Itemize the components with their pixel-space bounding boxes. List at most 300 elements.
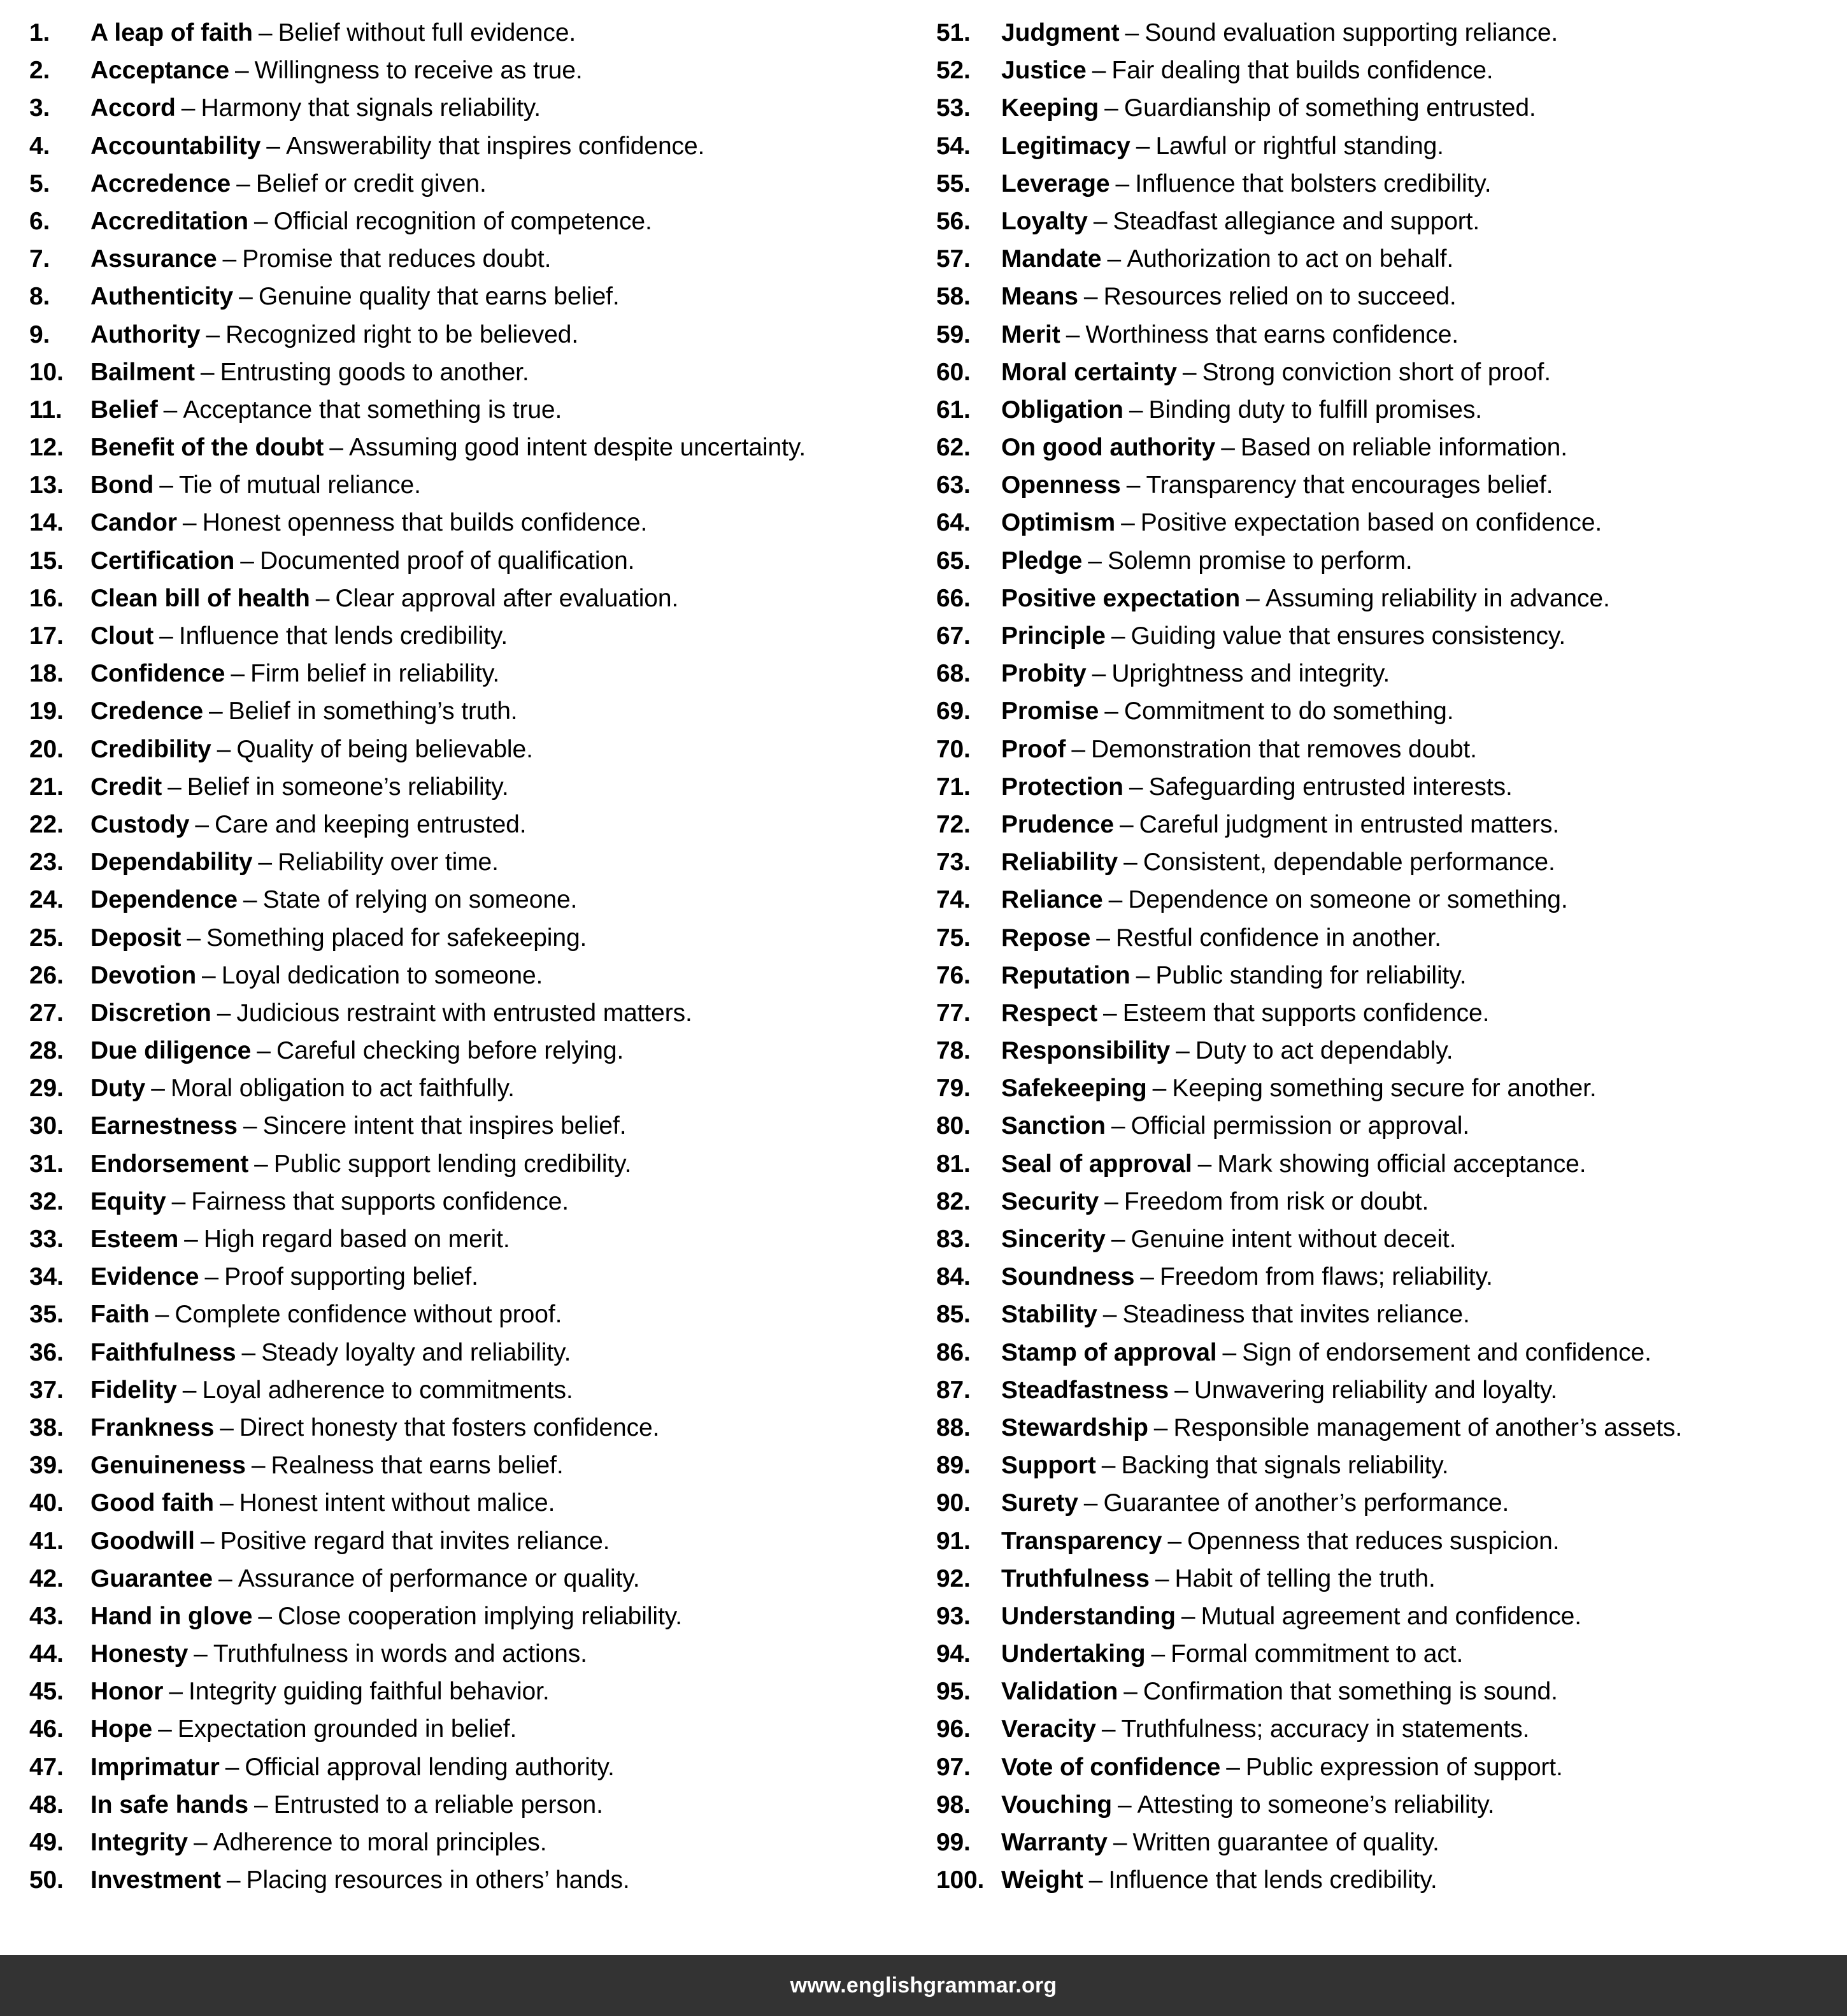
list-item bbox=[936, 391, 1841, 429]
list-item-number: 52. bbox=[936, 57, 971, 85]
list-item bbox=[29, 1786, 917, 1824]
list-item bbox=[936, 881, 1841, 919]
list-item-separator: – bbox=[1108, 886, 1123, 914]
list-item-definition: Confirmation that something is sound. bbox=[1143, 1678, 1558, 1706]
list-item bbox=[29, 580, 917, 617]
list-item bbox=[29, 429, 917, 466]
list-item-separator: – bbox=[193, 1829, 208, 1856]
list-item-definition: Direct honesty that fosters confidence. bbox=[239, 1413, 660, 1441]
list-item-separator: – bbox=[315, 584, 330, 612]
list-item-number: 19. bbox=[29, 697, 64, 726]
list-item-number: 57. bbox=[936, 245, 971, 273]
list-item bbox=[936, 504, 1841, 541]
list-item-definition: Firm belief in reliability. bbox=[250, 660, 500, 688]
list-item-definition: Assuming reliability in advance. bbox=[1265, 584, 1610, 612]
list-item-definition: Complete confidence without proof. bbox=[175, 1301, 562, 1329]
list-item-separator: – bbox=[1088, 1866, 1103, 1894]
list-item-term: Imprimatur bbox=[90, 1753, 220, 1781]
list-item bbox=[936, 806, 1841, 843]
list-item bbox=[29, 881, 917, 919]
list-item-term: Warranty bbox=[1001, 1829, 1108, 1856]
list-item-separator: – bbox=[243, 1112, 257, 1140]
list-item bbox=[29, 768, 917, 806]
list-item-separator: – bbox=[1126, 471, 1141, 499]
list-item-separator: – bbox=[1104, 1187, 1118, 1215]
list-item-number: 27. bbox=[29, 999, 64, 1027]
list-item-separator: – bbox=[1088, 547, 1102, 575]
list-item-term: Stamp of approval bbox=[1001, 1338, 1217, 1366]
list-item bbox=[29, 542, 917, 580]
list-item-number: 33. bbox=[29, 1226, 64, 1253]
list-item-definition: Close cooperation implying reliability. bbox=[278, 1602, 682, 1630]
list-item-definition: Assuming good intent despite uncertainty. bbox=[348, 434, 806, 462]
list-item bbox=[936, 354, 1841, 391]
list-item-number: 89. bbox=[936, 1452, 971, 1480]
list-item-separator: – bbox=[200, 1527, 215, 1555]
list-item-definition: Steadfast allegiance and support. bbox=[1113, 207, 1480, 235]
list-item-separator: – bbox=[1096, 924, 1110, 952]
list-item-separator: – bbox=[258, 1602, 273, 1630]
list-item-separator: – bbox=[194, 1640, 208, 1668]
list-item-term: Candor bbox=[90, 509, 177, 537]
list-item-number: 4. bbox=[29, 132, 50, 160]
list-item-definition: Safeguarding entrusted interests. bbox=[1148, 773, 1513, 801]
list-item-term: Devotion bbox=[90, 961, 197, 989]
list-item-separator: – bbox=[182, 509, 197, 537]
list-item bbox=[29, 127, 917, 165]
list-item-number: 55. bbox=[936, 169, 971, 197]
list-item bbox=[29, 1635, 917, 1673]
list-item bbox=[936, 316, 1841, 354]
list-item-number: 29. bbox=[29, 1075, 64, 1103]
list-item-term: Authority bbox=[90, 320, 201, 348]
list-item-number: 45. bbox=[29, 1678, 64, 1706]
list-item-separator: – bbox=[204, 1263, 219, 1291]
list-item-separator: – bbox=[225, 1753, 239, 1781]
list-item-number: 24. bbox=[29, 886, 64, 914]
list-item-definition: Loyal adherence to commitments. bbox=[202, 1376, 573, 1404]
list-item-term: Goodwill bbox=[90, 1527, 195, 1555]
list-item bbox=[936, 278, 1841, 315]
list-item-separator: – bbox=[1121, 509, 1135, 537]
list-item-number: 32. bbox=[29, 1187, 64, 1215]
list-item-number: 3. bbox=[29, 94, 50, 122]
list-item-term: Honesty bbox=[90, 1640, 189, 1668]
list-item bbox=[29, 1145, 917, 1183]
list-item-separator: – bbox=[1226, 1753, 1240, 1781]
list-item bbox=[29, 1522, 917, 1560]
list-item-term: Validation bbox=[1001, 1678, 1118, 1706]
list-item-term: Stewardship bbox=[1001, 1413, 1148, 1441]
list-item-term: Bailment bbox=[90, 358, 195, 386]
list-item-term: Transparency bbox=[1001, 1527, 1162, 1555]
list-item-definition: Clear approval after evaluation. bbox=[335, 584, 679, 612]
list-item-term: Credence bbox=[90, 697, 203, 726]
list-item-separator: – bbox=[1083, 283, 1098, 311]
list-item-term: Vouching bbox=[1001, 1791, 1112, 1819]
list-item-term: Leverage bbox=[1001, 169, 1110, 197]
list-item-separator: – bbox=[241, 1338, 256, 1366]
list-item-number: 84. bbox=[936, 1263, 971, 1291]
list-item bbox=[936, 1258, 1841, 1296]
list-item-definition: Influence that lends credibility. bbox=[1108, 1866, 1437, 1894]
list-item bbox=[29, 1069, 917, 1107]
list-item-term: Dependence bbox=[90, 886, 238, 914]
list-item-separator: – bbox=[1125, 19, 1139, 46]
list-item-term: A leap of faith bbox=[90, 19, 253, 46]
list-item-number: 90. bbox=[936, 1489, 971, 1517]
list-item-definition: Commitment to do something. bbox=[1123, 697, 1454, 726]
list-item-definition: Binding duty to fulfill promises. bbox=[1148, 396, 1482, 424]
list-item bbox=[29, 1673, 917, 1710]
list-item-separator: – bbox=[1182, 358, 1197, 386]
list-item bbox=[29, 692, 917, 730]
list-item-definition: Consistent, dependable performance. bbox=[1143, 848, 1555, 876]
list-item-definition: Habit of telling the truth. bbox=[1174, 1564, 1436, 1592]
list-item-number: 23. bbox=[29, 848, 64, 876]
list-item-definition: Official approval lending authority. bbox=[245, 1753, 615, 1781]
list-item-separator: – bbox=[1129, 396, 1143, 424]
list-item-separator: – bbox=[1155, 1564, 1169, 1592]
list-item-term: Undertaking bbox=[1001, 1640, 1146, 1668]
list-item-term: Bond bbox=[90, 471, 154, 499]
list-item-definition: Resources relied on to succeed. bbox=[1103, 283, 1457, 311]
list-item-number: 65. bbox=[936, 547, 971, 575]
list-item bbox=[29, 1447, 917, 1484]
list-item-separator: – bbox=[1101, 1452, 1116, 1480]
list-item-separator: – bbox=[1123, 848, 1137, 876]
list-item bbox=[936, 580, 1841, 617]
list-item-definition: Belief in something’s truth. bbox=[228, 697, 518, 726]
list-item-term: Discretion bbox=[90, 999, 211, 1027]
list-item-term: Security bbox=[1001, 1187, 1099, 1215]
list-item-definition: Worthiness that earns confidence. bbox=[1085, 320, 1459, 348]
list-item-term: Respect bbox=[1001, 999, 1098, 1027]
list-item-separator: – bbox=[1140, 1263, 1154, 1291]
list-item bbox=[29, 240, 917, 278]
list-item bbox=[936, 1107, 1841, 1145]
left-column bbox=[0, 14, 924, 1955]
list-item-number: 25. bbox=[29, 924, 64, 952]
list-item bbox=[29, 1220, 917, 1258]
list-item-term: Sincerity bbox=[1001, 1226, 1106, 1253]
list-item-separator: – bbox=[1246, 584, 1260, 612]
list-item bbox=[29, 52, 917, 89]
list-item-term: Genuineness bbox=[90, 1452, 246, 1480]
list-item-term: Surety bbox=[1001, 1489, 1078, 1517]
list-item-term: Belief bbox=[90, 396, 158, 424]
list-item-number: 98. bbox=[936, 1791, 971, 1819]
list-item bbox=[936, 165, 1841, 203]
list-item-number: 58. bbox=[936, 283, 971, 311]
list-item-number: 12. bbox=[29, 434, 64, 462]
list-item bbox=[936, 1069, 1841, 1107]
list-item bbox=[29, 1560, 917, 1598]
list-item-number: 95. bbox=[936, 1678, 971, 1706]
list-item-definition: Care and keeping entrusted. bbox=[215, 810, 527, 838]
list-item-term: Weight bbox=[1001, 1866, 1083, 1894]
list-item bbox=[29, 504, 917, 541]
list-item bbox=[29, 1032, 917, 1069]
list-item-separator: – bbox=[1221, 434, 1235, 462]
list-item bbox=[936, 768, 1841, 806]
list-item bbox=[29, 1598, 917, 1635]
list-item-number: 36. bbox=[29, 1338, 64, 1366]
list-item-number: 39. bbox=[29, 1452, 64, 1480]
list-item-definition: Guiding value that ensures consistency. bbox=[1130, 622, 1566, 650]
list-item-separator: – bbox=[226, 1866, 241, 1894]
list-item-separator: – bbox=[200, 358, 215, 386]
list-item-number: 56. bbox=[936, 207, 971, 235]
list-item bbox=[29, 316, 917, 354]
list-item-separator: – bbox=[1102, 1301, 1117, 1329]
list-item-term: In safe hands bbox=[90, 1791, 248, 1819]
list-item-number: 9. bbox=[29, 320, 50, 348]
list-item-definition: Lawful or rightful standing. bbox=[1155, 132, 1444, 160]
list-item-term: Obligation bbox=[1001, 396, 1123, 424]
list-item bbox=[936, 1183, 1841, 1220]
list-item bbox=[29, 843, 917, 881]
list-item-term: Evidence bbox=[90, 1263, 199, 1291]
list-item-separator: – bbox=[329, 434, 343, 462]
list-item-separator: – bbox=[181, 94, 196, 122]
list-item-term: Accredence bbox=[90, 169, 231, 197]
list-item-number: 11. bbox=[29, 396, 62, 424]
list-item-separator: – bbox=[1103, 999, 1117, 1027]
list-item bbox=[936, 1522, 1841, 1560]
list-item-term: Soundness bbox=[1001, 1263, 1135, 1291]
list-item-definition: Unwavering reliability and loyalty. bbox=[1194, 1376, 1558, 1404]
list-item-number: 51. bbox=[936, 19, 971, 46]
list-item-number: 59. bbox=[936, 320, 971, 348]
list-item bbox=[29, 1409, 917, 1447]
list-item-number: 70. bbox=[936, 735, 971, 763]
list-item bbox=[936, 1296, 1841, 1333]
list-item-number: 99. bbox=[936, 1829, 971, 1856]
list-item-number: 21. bbox=[29, 773, 64, 801]
list-item-separator: – bbox=[169, 1678, 183, 1706]
list-item-separator: – bbox=[217, 999, 231, 1027]
list-item-definition: Influence that lends credibility. bbox=[178, 622, 508, 650]
list-item-term: Sanction bbox=[1001, 1112, 1106, 1140]
list-item-definition: Official permission or approval. bbox=[1130, 1112, 1470, 1140]
list-item-term: Proof bbox=[1001, 735, 1066, 763]
list-item bbox=[936, 617, 1841, 655]
list-item-number: 48. bbox=[29, 1791, 64, 1819]
list-item-separator: – bbox=[1111, 1226, 1125, 1253]
list-item-term: Assurance bbox=[90, 245, 217, 273]
list-item-number: 5. bbox=[29, 169, 50, 197]
list-item-definition: Reliability over time. bbox=[278, 848, 499, 876]
list-item-definition: Strong conviction short of proof. bbox=[1202, 358, 1551, 386]
list-item bbox=[29, 466, 917, 504]
list-item-term: Prudence bbox=[1001, 810, 1114, 838]
list-item-separator: – bbox=[1107, 245, 1122, 273]
list-item-number: 76. bbox=[936, 961, 971, 989]
list-item-definition: Genuine quality that earns belief. bbox=[258, 283, 620, 311]
list-item-separator: – bbox=[1136, 961, 1150, 989]
list-item-number: 61. bbox=[936, 396, 971, 424]
list-item-definition: Duty to act dependably. bbox=[1195, 1037, 1453, 1065]
list-item-number: 31. bbox=[29, 1150, 64, 1178]
list-item-separator: – bbox=[251, 1452, 266, 1480]
list-item-separator: – bbox=[1153, 1413, 1168, 1441]
list-item-definition: Authorization to act on behalf. bbox=[1127, 245, 1454, 273]
list-item-number: 50. bbox=[29, 1866, 64, 1894]
list-item-number: 69. bbox=[936, 697, 971, 726]
list-item-separator: – bbox=[182, 1376, 197, 1404]
list-item-number: 40. bbox=[29, 1489, 64, 1517]
list-item-definition: Adherence to moral principles. bbox=[213, 1829, 547, 1856]
list-item-term: Optimism bbox=[1001, 509, 1116, 537]
list-item-number: 100. bbox=[936, 1866, 985, 1894]
list-item-separator: – bbox=[151, 1075, 165, 1103]
list-item-term: Safekeeping bbox=[1001, 1075, 1147, 1103]
list-item-term: Authenticity bbox=[90, 283, 234, 311]
list-item bbox=[29, 165, 917, 203]
list-item-term: Credit bbox=[90, 773, 162, 801]
list-item-number: 63. bbox=[936, 471, 971, 499]
footer-bar bbox=[0, 1955, 1847, 2016]
list-item bbox=[29, 89, 917, 127]
list-item-definition: Belief without full evidence. bbox=[278, 19, 576, 46]
list-item-definition: Influence that bolsters credibility. bbox=[1135, 169, 1492, 197]
list-item-definition: Integrity guiding faithful behavior. bbox=[189, 1678, 550, 1706]
list-item-term: Support bbox=[1001, 1452, 1096, 1480]
list-item-definition: Recognized right to be believed. bbox=[225, 320, 579, 348]
list-item-separator: – bbox=[243, 886, 257, 914]
list-item-definition: Sincere intent that inspires belief. bbox=[262, 1112, 627, 1140]
list-item-term: Responsibility bbox=[1001, 1037, 1171, 1065]
list-item-definition: Openness that reduces suspicion. bbox=[1187, 1527, 1560, 1555]
list-item bbox=[29, 1334, 917, 1371]
list-item bbox=[29, 617, 917, 655]
list-item-term: Principle bbox=[1001, 622, 1106, 650]
list-item-definition: Positive expectation based on confidence. bbox=[1140, 509, 1602, 537]
list-item-number: 80. bbox=[936, 1112, 971, 1140]
list-item-term: Truthfulness bbox=[1001, 1564, 1150, 1592]
list-item-number: 35. bbox=[29, 1301, 64, 1329]
list-item-definition: Dependence on someone or something. bbox=[1128, 886, 1568, 914]
list-item-term: Accreditation bbox=[90, 207, 248, 235]
list-item-term: Credibility bbox=[90, 735, 211, 763]
list-item-term: Vote of confidence bbox=[1001, 1753, 1221, 1781]
list-item-separator: – bbox=[208, 697, 223, 726]
list-item-number: 64. bbox=[936, 509, 971, 537]
list-item bbox=[29, 1748, 917, 1786]
list-item-number: 8. bbox=[29, 283, 50, 311]
list-item-term: Clout bbox=[90, 622, 154, 650]
list-item bbox=[936, 52, 1841, 89]
list-item bbox=[936, 240, 1841, 278]
list-item-definition: Placing resources in others’ hands. bbox=[246, 1866, 630, 1894]
list-item bbox=[29, 994, 917, 1032]
list-item-definition: Guarantee of another’s performance. bbox=[1103, 1489, 1509, 1517]
list-item-separator: – bbox=[253, 1791, 268, 1819]
list-item-term: Reliability bbox=[1001, 848, 1118, 876]
list-item bbox=[936, 1786, 1841, 1824]
list-item bbox=[936, 1861, 1841, 1899]
list-item-definition: Responsible management of another’s assets. bbox=[1173, 1413, 1683, 1441]
list-item bbox=[29, 14, 917, 52]
list-item bbox=[936, 1334, 1841, 1371]
list-item bbox=[936, 655, 1841, 692]
list-item-number: 46. bbox=[29, 1715, 64, 1743]
list-item-definition: Honest openness that builds confidence. bbox=[202, 509, 648, 537]
list-item-definition: Keeping something secure for another. bbox=[1172, 1075, 1597, 1103]
list-item-separator: – bbox=[1071, 735, 1086, 763]
list-item-separator: – bbox=[195, 810, 210, 838]
list-item-number: 94. bbox=[936, 1640, 971, 1668]
list-item bbox=[29, 203, 917, 240]
list-item-number: 1. bbox=[29, 19, 50, 46]
list-item bbox=[936, 692, 1841, 730]
list-item-definition: Promise that reduces doubt. bbox=[242, 245, 552, 273]
list-item-number: 79. bbox=[936, 1075, 971, 1103]
list-item-term: Moral certainty bbox=[1001, 358, 1177, 386]
list-item-separator: – bbox=[1111, 622, 1125, 650]
list-item-definition: Guardianship of something entrusted. bbox=[1123, 94, 1536, 122]
list-item-number: 13. bbox=[29, 471, 64, 499]
list-item-separator: – bbox=[202, 961, 216, 989]
list-item bbox=[936, 919, 1841, 957]
list-item-separator: – bbox=[1152, 1075, 1167, 1103]
list-item-term: Endorsement bbox=[90, 1150, 249, 1178]
list-item-term: Accord bbox=[90, 94, 176, 122]
list-item bbox=[29, 1107, 917, 1145]
list-item-separator: – bbox=[231, 660, 245, 688]
list-item-term: Integrity bbox=[90, 1829, 188, 1856]
list-item-number: 54. bbox=[936, 132, 971, 160]
list-item-term: Pledge bbox=[1001, 547, 1083, 575]
list-item bbox=[936, 1560, 1841, 1598]
list-item-separator: – bbox=[1113, 1829, 1127, 1856]
list-item-number: 78. bbox=[936, 1037, 971, 1065]
list-item-definition: Tie of mutual reliance. bbox=[178, 471, 421, 499]
list-item-definition: Assurance of performance or quality. bbox=[238, 1564, 640, 1592]
list-item-number: 68. bbox=[936, 660, 971, 688]
list-item-term: Equity bbox=[90, 1187, 166, 1215]
list-item-term: Honor bbox=[90, 1678, 164, 1706]
list-item-definition: Realness that earns belief. bbox=[271, 1452, 564, 1480]
list-item bbox=[29, 1183, 917, 1220]
list-item bbox=[936, 731, 1841, 768]
list-item-definition: Judicious restraint with entrusted matters. bbox=[236, 999, 692, 1027]
list-item-separator: – bbox=[163, 396, 178, 424]
list-item-number: 38. bbox=[29, 1413, 64, 1441]
list-item bbox=[29, 1824, 917, 1861]
list-item-separator: – bbox=[258, 19, 273, 46]
list-item bbox=[29, 1258, 917, 1296]
list-item-separator: – bbox=[234, 57, 249, 85]
list-item bbox=[29, 1296, 917, 1333]
list-item-term: Accountability bbox=[90, 132, 261, 160]
list-item bbox=[936, 1673, 1841, 1710]
list-item bbox=[936, 1710, 1841, 1748]
list-item bbox=[936, 1145, 1841, 1183]
list-item-definition: Documented proof of qualification. bbox=[259, 547, 635, 575]
list-item bbox=[29, 1710, 917, 1748]
list-item-term: Earnestness bbox=[90, 1112, 238, 1140]
list-item-number: 43. bbox=[29, 1602, 64, 1630]
list-item-number: 26. bbox=[29, 961, 64, 989]
list-item-term: Protection bbox=[1001, 773, 1123, 801]
list-item-separator: – bbox=[168, 773, 182, 801]
list-item-number: 86. bbox=[936, 1338, 971, 1366]
list-item-separator: – bbox=[206, 320, 220, 348]
list-item-term: Merit bbox=[1001, 320, 1060, 348]
list-item-number: 34. bbox=[29, 1263, 64, 1291]
